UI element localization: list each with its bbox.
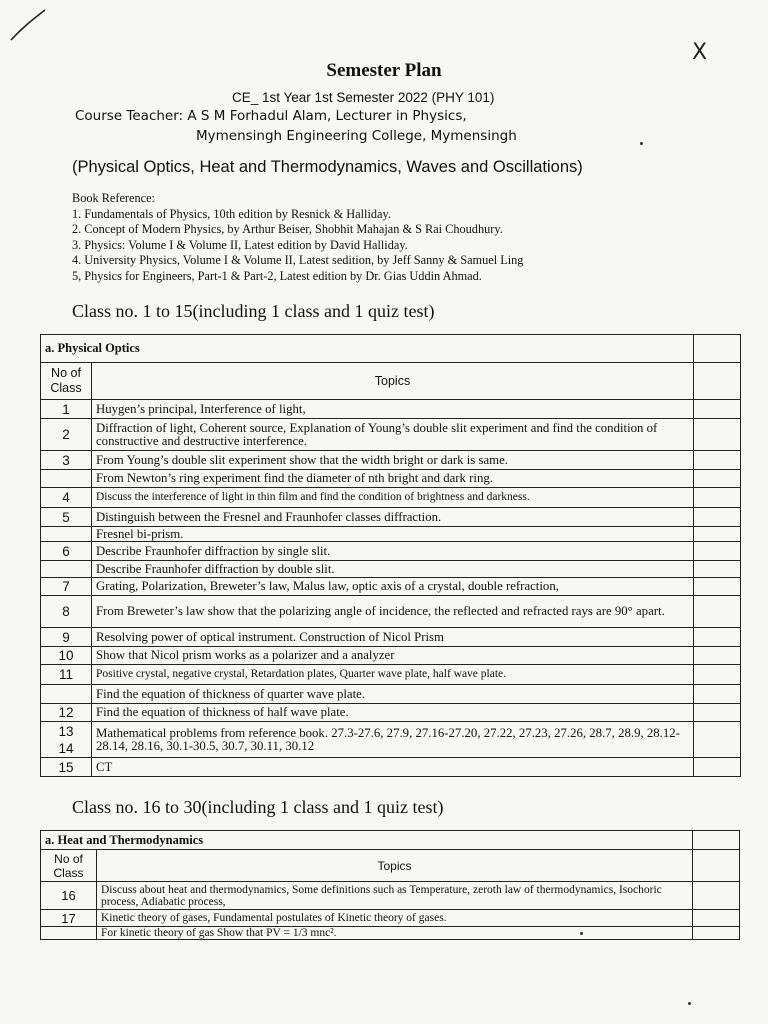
class-number: 6 — [41, 542, 92, 561]
blank-cell — [694, 561, 741, 578]
class-number — [41, 685, 92, 704]
blank-cell — [694, 363, 741, 400]
blank-cell — [694, 508, 741, 527]
class-topic: Resolving power of optical instrument. Construction of Nicol Prism — [92, 628, 694, 647]
blank-cell — [694, 451, 741, 470]
class-number: 5 — [41, 508, 92, 527]
reference-item: 5, Physics for Engineers, Part-1 & Part-2, Latest edition by Dr. Gias Uddin Ahmad. — [72, 268, 482, 283]
table-title-row — [41, 335, 741, 363]
class-number: 8 — [41, 596, 92, 628]
blank-cell — [693, 882, 740, 910]
teacher-block — [75, 106, 517, 146]
blank-cell — [694, 488, 741, 508]
class-topic: Diffraction of light, Coherent source, Explanation of Young’s double slit experiment and find the condition of constructive and destructive interference. — [92, 419, 694, 451]
speck-mark — [580, 932, 583, 935]
class-number — [41, 470, 92, 488]
class-topic: Find the equation of thickness of quarter wave plate. — [92, 685, 694, 704]
table-title: a. Heat and Thermodynamics — [41, 831, 693, 850]
class-number: 12 — [41, 704, 92, 722]
class-topic: Show that Nicol prism works as a polarizer and a analyzer — [92, 647, 694, 665]
table-row — [41, 488, 741, 508]
column-header-topics: Topics — [97, 850, 693, 882]
table-row — [41, 470, 741, 488]
table-row — [41, 685, 741, 704]
column-header-no: No of Class — [41, 850, 97, 882]
blank-cell — [694, 628, 741, 647]
physical-optics-rows — [41, 400, 741, 777]
table-row — [41, 722, 741, 758]
table-row — [41, 758, 741, 777]
class-number: 15 — [41, 758, 92, 777]
class-number: 4 — [41, 488, 92, 508]
table-row — [41, 665, 741, 685]
table-title-row — [41, 831, 740, 850]
class-topic: From Breweter’s law show that the polarizing angle of incidence, the reflected and refracted rays are 90° apart. — [92, 596, 694, 628]
class-number: 16 — [41, 882, 97, 910]
blank-cell — [694, 647, 741, 665]
table-row — [41, 704, 741, 722]
table-row — [41, 910, 740, 927]
table-row — [41, 400, 741, 419]
handwritten-cross-mark: X — [692, 40, 708, 65]
class-number: 3 — [41, 451, 92, 470]
blank-cell — [694, 578, 741, 596]
physical-optics-table — [40, 334, 741, 777]
table-header-row — [41, 363, 741, 400]
table-row — [41, 578, 741, 596]
table-row — [41, 508, 741, 527]
class-topic: For kinetic theory of gas Show that PV = 1/3 mnc². — [97, 927, 693, 940]
blank-cell — [694, 400, 741, 419]
class-number — [41, 561, 92, 578]
blank-cell — [693, 831, 740, 850]
class-number: 10 — [41, 647, 92, 665]
heat-rows — [41, 882, 740, 940]
class-number: 9 — [41, 628, 92, 647]
blank-cell — [694, 596, 741, 628]
college-line: Mymensingh Engineering College, Mymensingh — [196, 128, 517, 144]
reference-item: 1. Fundamentals of Physics, 10th edition by Resnick & Halliday. — [72, 206, 391, 221]
class-topic: Positive crystal, negative crystal, Retardation plates, Quarter wave plate, half wave plate. — [92, 665, 694, 685]
blank-cell — [694, 722, 741, 758]
column-header-no: No of Class — [41, 363, 92, 400]
course-subtitle: CE_ 1st Year 1st Semester 2022 (PHY 101) — [232, 90, 495, 105]
class-number: 7 — [41, 578, 92, 596]
table-row — [41, 451, 741, 470]
speck-mark — [640, 142, 643, 145]
table-row — [41, 561, 741, 578]
blank-cell — [694, 665, 741, 685]
table-row — [41, 542, 741, 561]
class-topic: From Young’s double slit experiment show that the width bright or dark is same. — [92, 451, 694, 470]
reference-item: 4. University Physics, Volume I & Volume II, Latest sedition, by Jeff Sanny & Samuel Ling — [72, 253, 524, 268]
table-header-row — [41, 850, 740, 882]
pen-stroke-mark — [8, 6, 48, 46]
class-topic: Distinguish between the Fresnel and Fraunhofer classes diffraction. — [92, 508, 694, 527]
blank-cell — [694, 758, 741, 777]
blank-cell — [694, 685, 741, 704]
section2-heading: Class no. 16 to 30(including 1 class and 1 quiz test) — [72, 797, 444, 817]
table-row — [41, 628, 741, 647]
blank-cell — [694, 704, 741, 722]
class-number: 2 — [41, 419, 92, 451]
class-topic: Find the equation of thickness of half wave plate. — [92, 704, 694, 722]
class-topic: Huygen’s principal, Interference of light, — [92, 400, 694, 419]
blank-cell — [694, 527, 741, 542]
class-number: 1 — [41, 400, 92, 419]
heat-thermodynamics-table — [40, 830, 740, 940]
class-number — [41, 927, 97, 940]
reference-item: 3. Physics: Volume I & Volume II, Latest edition by David Halliday. — [72, 237, 408, 252]
class-topic: Discuss the interference of light in thin film and find the condition of brightness and darkness. — [92, 488, 694, 508]
table-row — [41, 927, 740, 940]
teacher-line: Course Teacher: A S M Forhadul Alam, Lecturer in Physics, — [75, 108, 467, 124]
speck-mark — [688, 1002, 691, 1005]
table-row — [41, 882, 740, 910]
table-row — [41, 596, 741, 628]
references-heading: Book Reference: — [72, 191, 155, 205]
blank-cell — [694, 335, 741, 363]
table-row — [41, 527, 741, 542]
blank-cell — [693, 910, 740, 927]
class-topic: Fresnel bi-prism. — [92, 527, 694, 542]
class-topic: Grating, Polarization, Breweter’s law, Malus law, optic axis of a crystal, double refraction, — [92, 578, 694, 596]
blank-cell — [693, 927, 740, 940]
reference-item: 2. Concept of Modern Physics, by Arthur Beiser, Shobhit Mahajan & S Rai Choudhury. — [72, 222, 503, 237]
class-number — [41, 527, 92, 542]
blank-cell — [694, 470, 741, 488]
table-row — [41, 647, 741, 665]
table-row — [41, 419, 741, 451]
blank-cell — [693, 850, 740, 882]
page-title: Semester Plan — [326, 60, 442, 81]
class-topic: Kinetic theory of gases, Fundamental postulates of Kinetic theory of gases. — [97, 910, 693, 927]
blank-cell — [694, 419, 741, 451]
class-topic: Describe Fraunhofer diffraction by single slit. — [92, 542, 694, 561]
class-topic: From Newton’s ring experiment find the diameter of nth bright and dark ring. — [92, 470, 694, 488]
class-topic: Discuss about heat and thermodynamics, Some definitions such as Temperature, zeroth law of thermodynamics, Isochoric process, Adiabatic process, — [97, 882, 693, 910]
class-number: 13 14 — [41, 722, 92, 758]
column-header-topics: Topics — [92, 363, 694, 400]
class-number: 17 — [41, 910, 97, 927]
course-topics: (Physical Optics, Heat and Thermodynamics, Waves and Oscillations) — [72, 158, 583, 176]
class-topic: Mathematical problems from reference book. 27.3-27.6, 27.9, 27.16-27.20, 27.22, 27.23, 27.26, 28.7, 28.9, 28.12-28.14, 28.16, 30.1-30.5, 30.7, 30.11, 30.12 — [92, 722, 694, 758]
book-references — [72, 191, 523, 285]
class-topic: CT — [92, 758, 694, 777]
class-topic: Describe Fraunhofer diffraction by double slit. — [92, 561, 694, 578]
table-title: a. Physical Optics — [41, 335, 694, 363]
section1-heading: Class no. 1 to 15(including 1 class and 1 quiz test) — [72, 301, 435, 321]
class-number: 11 — [41, 665, 92, 685]
blank-cell — [694, 542, 741, 561]
